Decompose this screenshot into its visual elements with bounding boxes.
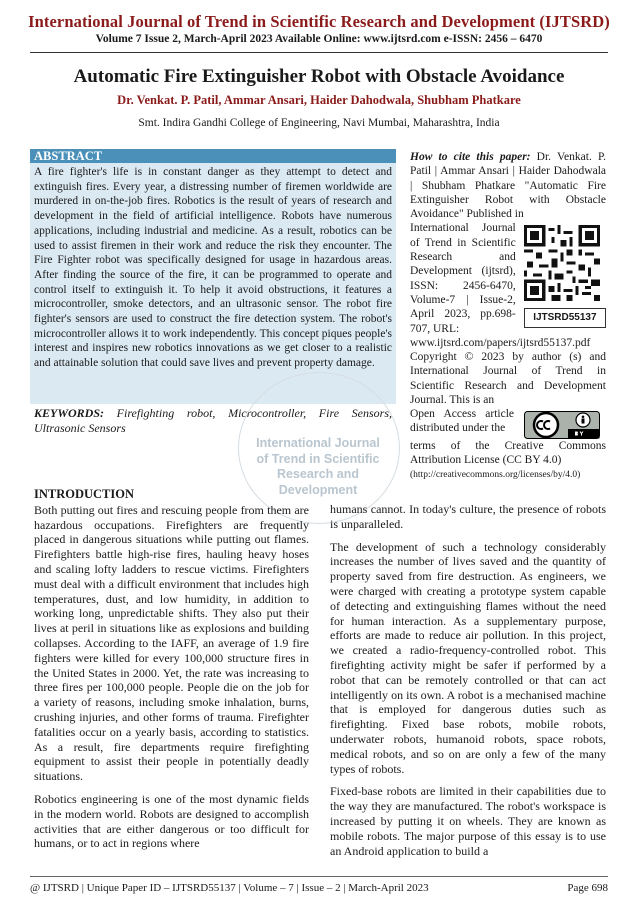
page-number: Page 698 <box>567 882 608 894</box>
left-column <box>34 487 309 859</box>
abstract-text: A fire fighter's life is in constant danger as they attempt to detect and extinguish fires. Every year, a distressing number of firemen worldwide are murdered in on-the-job fires. Robotics is the result of years of research and development in the field of artificial intelligence. Robots have numerous applications, including industrial and medicine. As a result, robotics can be used to assist firemen in their work and reduce the risk they encounter. The Fire Fighter robot was specifically designed for usage in hazardous areas. After finding the source of the fire, it can be programmed to operate and control itself to extinguish it. To help it avoid obstructions, it features a microcontroller, smoke detectors, and an ultrasonic sensor. The robot fire fighter's sensors are used to construct the fire detection system. The robot's microcontroller allows it to work independently. This concept piques people's interest and inspires new robotics innovations as we get closer to a realistic and attainable solution that could save lives and prevent property damage. <box>30 163 396 404</box>
cc-by-license-icon[interactable] <box>524 411 600 439</box>
paper-id-badge: IJTSRD55137 <box>524 308 606 328</box>
body-paragraph: Robotics engineering is one of the most dynamic fields in the modern world. Robots are designed to accomplish activities that are either dangerous or too difficult for humans, or to act in regions where <box>34 791 309 851</box>
copyright-text: Copyright © 2023 by author (s) and International Journal of Trend in Scientific Research and Development Journal. This is an <box>410 351 606 406</box>
journal-name: International Journal of Trend in Scientific Research and Development (IJTSRD) <box>28 12 610 31</box>
copyright-open-access: Open Access article distributed under the <box>410 408 514 435</box>
body-paragraph: Both putting out fires and rescuing people from them are hazardous occupations. Firefighters are frequently placed in dangerous situations while putting out flames. Firefighters battle high-rise fires, hauling heavy hoses and scaling lofty ladders to rescue victims. Firefighters must deal with a difficult environment that includes high temperatures, dust, and low humidity, in addition to working long, unpredictable shifts. They also put their lives at peril in situations like as explosions and building collapses. According to the IAFF, an average of 1.9 fire fighters were killed for every 100,000 structure fires in the United States in 2000. Yet, the rate was increasing to three fires per 100,000 people. People die on the job for a variety of reasons, including smoke inhalation, burns, crushing injuries, and other forms of trauma. Firefighter fatalities occur on a yearly basis, according to statistics. As a result, fire departments require firefighting equipment to assist their people in potentially deadly situations. <box>34 502 309 784</box>
citation-label: How to cite this paper: <box>410 151 531 163</box>
watermark-line: International Journal <box>256 436 380 450</box>
watermark-line: Development <box>278 482 358 497</box>
copyright-box <box>410 350 606 482</box>
body-paragraph: Fixed-base robots are limited in their capabilities due to the way they are manufactured. The robot's workspace is increased by putting it on wheels. They are known as mobile robots. The major purpose of this essay is to use an Android application to build a <box>330 784 606 858</box>
citation-text: Dr. Venkat. P. Patil | Ammar Ansari | Haider Dahodwala | Shubham Phatkare "Automatic Fire Extinguisher Robot with Obstacle Avoidance" Published in <box>410 151 606 221</box>
footer-rule <box>30 876 608 877</box>
affiliation: Smt. Indira Gandhi College of Engineering, Navi Mumbai, Maharashtra, India <box>138 117 500 129</box>
footer-info: @ IJTSRD | Unique Paper ID – IJTSRD55137 | Volume – 7 | Issue – 2 | March-April 2023 <box>30 882 429 894</box>
citation-url[interactable]: www.ijtsrd.com/papers/ijtsrd55137.pdf <box>410 336 591 349</box>
body-paragraph: The development of such a technology considerably increases the number of lives saved and the quantity of property saved from fire destruction. As engineers, we were charged with creating a prototype system capable of detecting and extinguishing flames without the need for human interaction. As a supplementary purpose, efforts are made to reduce air pollution. In this project, we created a radio-frequency-controlled robot. This firefighting activity might be safer if performed by a robot that can be remotely controlled or that can act intelligently on its own. A robot is a mechanised machine that is employed for dangerous duties such as firefighting. Fixed base robots, mobile robots, underwater robots, humanoid robots, space robots, medical robots, and so on are only a few of the many types of robots. <box>330 539 606 776</box>
citation-box <box>410 150 606 350</box>
license-url[interactable]: (http://creativecommons.org/licenses/by/4.0) <box>410 469 581 480</box>
author-list: Dr. Venkat. P. Patil, Ammar Ansari, Haider Dahodwala, Shubham Phatkare <box>117 93 521 107</box>
citation-journal-info: International Journal of Trend in Scientific Research and Development (ijtsrd), ISSN: 2456-6470, Volume-7 | Issue-2, April 2023, pp.698-707, URL: <box>410 222 516 335</box>
watermark-line: of Trend in Scientific <box>256 451 380 466</box>
keywords-text: Firefighting robot, Microcontroller, Fire Sensors, Ultrasonic Sensors <box>34 406 393 435</box>
paper-title: Automatic Fire Extinguisher Robot with Obstacle Avoidance <box>73 66 565 87</box>
keywords <box>34 406 392 436</box>
right-column <box>330 502 606 866</box>
page-footer <box>30 882 608 894</box>
copyright-license-text: terms of the Creative Commons Attribution License (CC BY 4.0) <box>410 440 606 467</box>
abstract-heading: ABSTRACT <box>30 149 396 163</box>
volume-line: Volume 7 Issue 2, March-April 2023 Available Online: www.ijtsrd.com e-ISSN: 2456 – 6470 <box>95 33 543 45</box>
header-rule <box>30 52 608 53</box>
keywords-label: KEYWORDS: <box>34 406 105 420</box>
qr-code-icon <box>524 225 600 301</box>
watermark-line: Research and <box>277 467 359 481</box>
body-paragraph: humans cannot. In today's culture, the presence of robots is unparalleled. <box>330 502 606 531</box>
section-heading-introduction: INTRODUCTION <box>34 487 135 501</box>
